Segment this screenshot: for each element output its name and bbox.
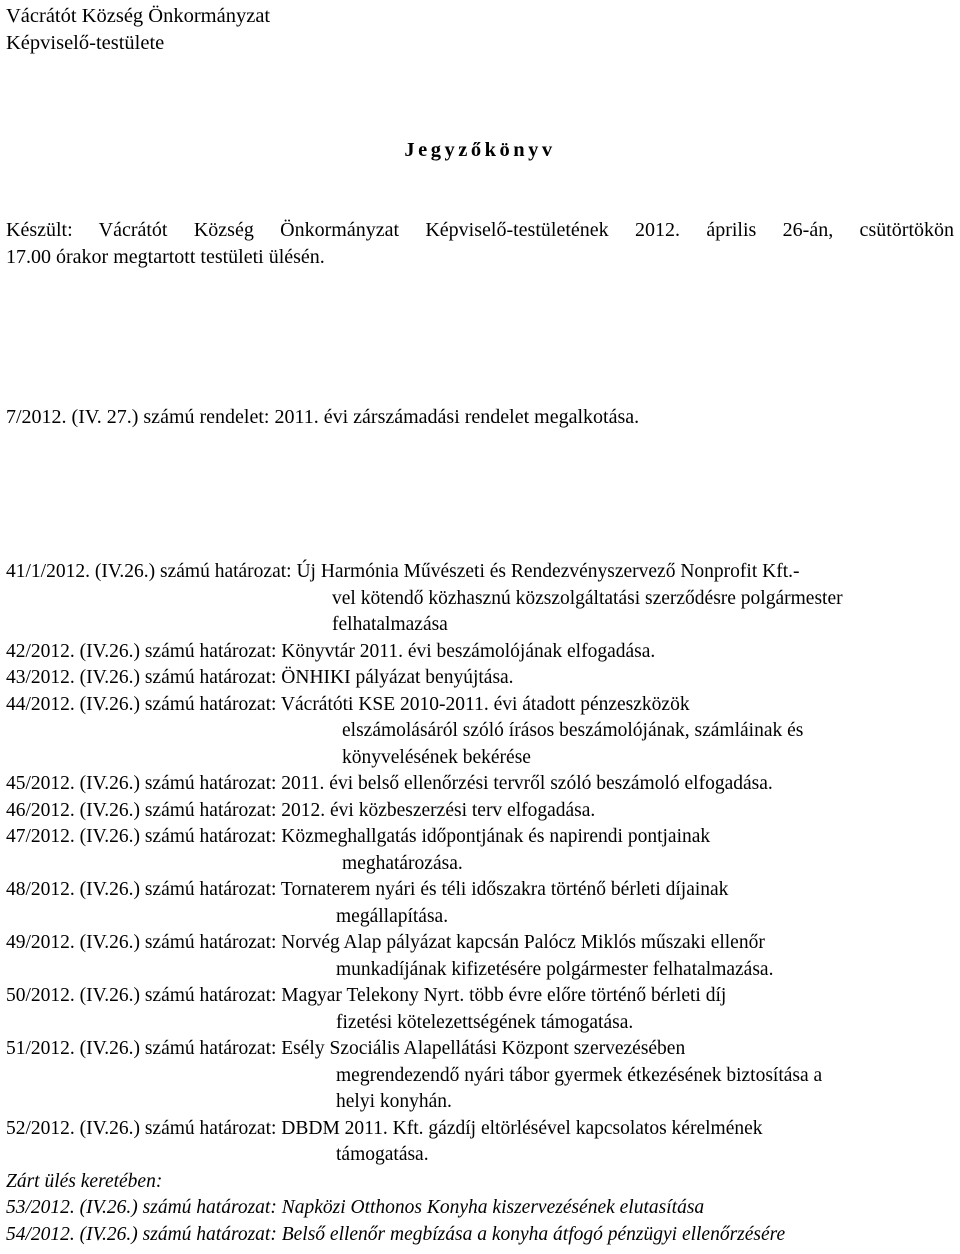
header-municipality: Vácrátót Község Önkormányzat xyxy=(6,5,271,27)
decision-continuation-line: megállapítása. xyxy=(336,905,449,927)
decision-title-line: 51/2012. (IV.26.) számú határozat: Esély Szociális Alapellátási Központ szervezésében xyxy=(6,1038,686,1059)
closed-decision-item: 54/2012. (IV.26.) számú határozat: Belső ellenőr megbízása a konyha átfogó pénzügyi ellenőrzésére xyxy=(6,1223,786,1245)
decision-item xyxy=(6,771,954,798)
decision-continuation-line: felhatalmazása xyxy=(332,614,448,635)
decision-continuation-line: támogatása. xyxy=(336,1144,429,1165)
decision-title-line: 49/2012. (IV.26.) számú határozat: Norvég Alap pályázat kapcsán Palócz Miklós műszaki ellenőr xyxy=(6,932,765,953)
intro-paragraph xyxy=(6,217,954,270)
decision-continuation-line: munkadíjának kifizetésére polgármester felhatalmazása. xyxy=(336,958,774,980)
decision-item xyxy=(6,559,954,639)
decision-continuation-line: vel kötendő közhasznú közszolgáltatási szerződésre polgármester xyxy=(332,587,843,609)
header-body: Képviselő-testülete xyxy=(6,32,165,54)
decision-continuation-line: helyi konyhán. xyxy=(336,1091,452,1112)
decision-item xyxy=(6,1036,954,1116)
decision-item xyxy=(6,983,954,1036)
decision-title-line: 46/2012. (IV.26.) számú határozat: 2012. évi közbeszerzési terv elfogadása. xyxy=(6,799,596,821)
decision-title-line: 52/2012. (IV.26.) számú határozat: DBDM 2011. Kft. gázdíj eltörlésével kapcsolatos kérelmének xyxy=(6,1117,763,1139)
decision-item xyxy=(6,1116,954,1169)
closed-session-section xyxy=(6,1169,954,1249)
decision-item xyxy=(6,665,954,692)
decision-item xyxy=(6,639,954,666)
decision-continuation-line: megrendezendő nyári tábor gyermek étkezésének biztosítása a xyxy=(336,1064,823,1086)
decision-item xyxy=(6,692,954,772)
decision-title-line: 47/2012. (IV.26.) számú határozat: Közmeghallgatás időpontjának és napirendi pontjainak xyxy=(6,826,711,847)
decision-title-line: 50/2012. (IV.26.) számú határozat: Magyar Telekony Nyrt. több évre előre történő bérleti díj xyxy=(6,985,727,1006)
decision-title-line: 48/2012. (IV.26.) számú határozat: Tornaterem nyári és téli időszakra történő bérleti díjainak xyxy=(6,879,729,900)
document-title: Jegyzőkönyv xyxy=(404,139,556,161)
decision-item xyxy=(6,798,954,825)
decision-continuation-line: meghatározása. xyxy=(342,852,463,874)
decision-title-line: 45/2012. (IV.26.) számú határozat: 2011. évi belső ellenőrzési tervről szóló beszámoló elfogadása. xyxy=(6,773,773,794)
decision-continuation-line: fizetési kötelezettségének támogatása. xyxy=(336,1011,634,1033)
decision-title-line: 42/2012. (IV.26.) számú határozat: Könyvtár 2011. évi beszámolójának elfogadása. xyxy=(6,640,656,662)
decision-title-line: 43/2012. (IV.26.) számú határozat: ÖNHIKI pályázat benyújtása. xyxy=(6,667,514,688)
decision-title-line: 41/1/2012. (IV.26.) számú határozat: Új Harmónia Művészeti és Rendezvényszervező Nonprofit Kft.- xyxy=(6,561,800,582)
decision-title-line: 44/2012. (IV.26.) számú határozat: Vácrátóti KSE 2010-2011. évi átadott pénzeszközök xyxy=(6,693,690,715)
closed-session-heading: Zárt ülés keretében: xyxy=(6,1170,163,1192)
document-header xyxy=(6,3,270,57)
intro-line-2: 17.00 órakor megtartott testületi ülésén. xyxy=(6,245,325,268)
decision-item xyxy=(6,877,954,930)
decisions-list xyxy=(6,559,954,1248)
decree-line: 7/2012. (IV. 27.) számú rendelet: 2011. évi zárszámadási rendelet megalkotása. xyxy=(6,406,640,428)
decision-continuation-line: könyvelésének bekérése xyxy=(342,746,531,768)
intro-line-1: Készült: Vácrátót Község Önkormányzat Képviselő-testületének 2012. április 26-án, csütörtökön xyxy=(6,219,954,241)
closed-decision-item: 53/2012. (IV.26.) számú határozat: Napközi Otthonos Konyha kiszervezésének elutasítása xyxy=(6,1197,705,1218)
decision-item xyxy=(6,824,954,877)
decision-item xyxy=(6,930,954,983)
decision-continuation-line: elszámolásáról szóló írásos beszámolójának, számláinak és xyxy=(342,720,804,741)
